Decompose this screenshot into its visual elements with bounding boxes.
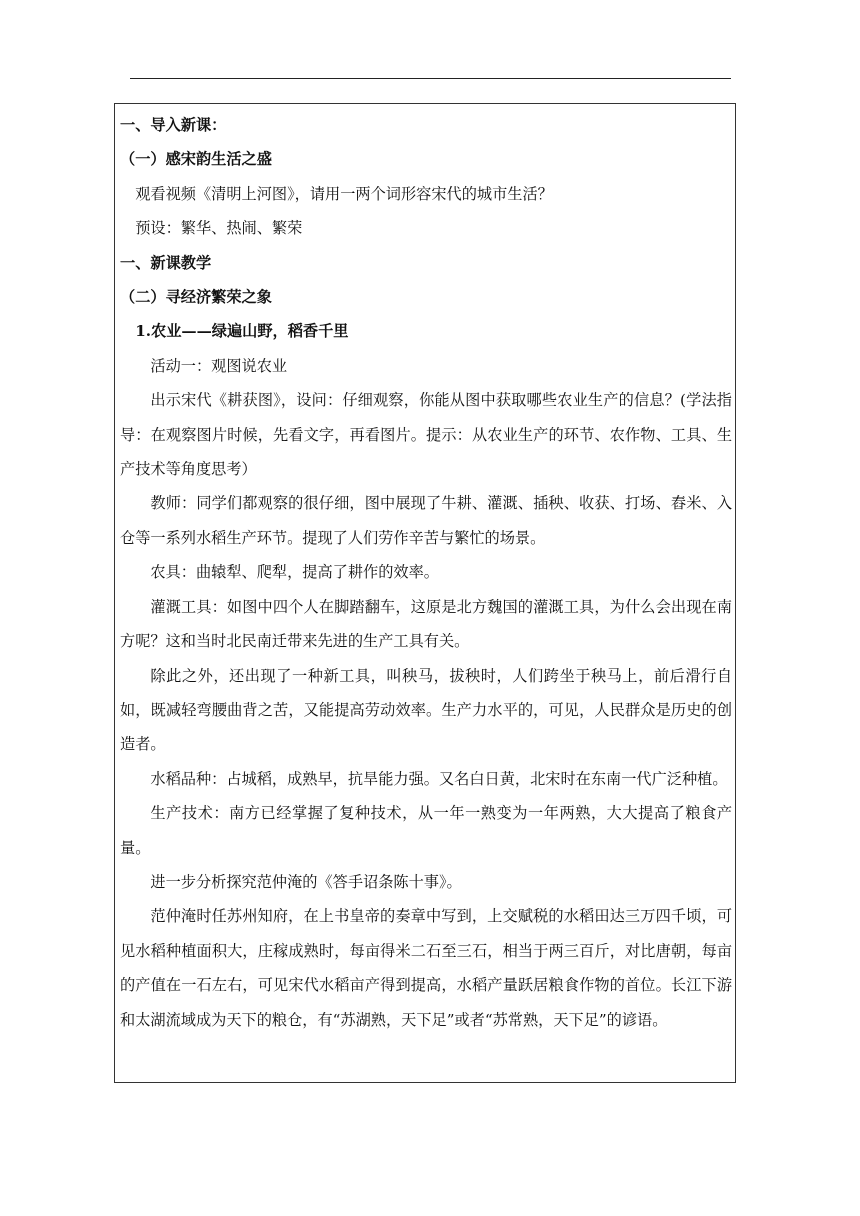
activity-one: 活动一：观图说农业 — [150, 356, 288, 375]
paragraph-show-image: 出示宋代《耕获图》，设问：仔细观察，你能从图中获取哪些农业生产的信息？(学法指导：在观察图片时候，先看文字，再看图片。提示：从农业生产的环节、农作物、工具、生产技术等角度思考） — [120, 391, 732, 479]
section-title-economy: （二）寻经济繁荣之象 — [120, 288, 272, 307]
section-title-life: （一）感宋韵生活之盛 — [120, 150, 272, 169]
heading-new-lesson: 一、新课教学 — [120, 253, 212, 272]
paragraph-fan-zhongyan: 范仲淹时任苏州知府，在上书皇帝的奏章中写到，上交赋税的水稻田达三万四千顷，可见水稻种植面积大，庄稼成熟时，每亩得米二石至三石，相当于两三百斤，对比唐朝，每亩的产值在一石左右，可见宋代水稻亩产得到提高，水稻产量跃居粮食作物的首位。长江下游和太湖流域成为天下的粮仓，有“苏湖熟，天下足”或者“苏常熟，天下足”的谚语。 — [120, 907, 732, 1029]
paragraph-technique: 生产技术：南方已经掌握了复种技术，从一年一熟变为一年两熟，大大提高了粮食产量。 — [120, 804, 732, 857]
paragraph-irrigation: 灌溉工具：如图中四个人在脚踏翻车，这原是北方魏国的灌溉工具，为什么会出现在南方呢？这和当时北民南迁带来先进的生产工具有关。 — [120, 597, 732, 651]
paragraph-further-analysis: 进一步分析探究范仲淹的《答手诏条陈十事》。 — [150, 872, 462, 891]
lesson-content — [120, 108, 732, 1037]
heading-intro: 一、导入新课： — [120, 116, 227, 134]
paragraph-rice-variety: 水稻品种：占城稻，成熟早，抗旱能力强。又名白日黄，北宋时在东南一代广泛种植。 — [150, 769, 728, 788]
paragraph-tools: 农具：曲辕犁、爬犁，提高了耕作的效率。 — [150, 563, 439, 582]
answer-paragraph: 预设：繁华、热闹、繁荣 — [135, 219, 303, 238]
paragraph-teacher: 教师：同学们都观察的很仔细，图中展现了牛耕、灌溉、插秧、收获、打场、舂米、入仓等一系列水稻生产环节。提现了人们劳作辛苦与繁忙的场景。 — [120, 494, 732, 547]
paragraph-yangma: 除此之外，还出现了一种新工具，叫秧马，拔秧时，人们跨坐于秧马上，前后滑行自如，既减轻弯腰曲背之苦，又能提高劳动效率。生产力水平的，可见，人民群众是历史的创造者。 — [120, 666, 732, 754]
question-paragraph: 观看视频《清明上河图》，请用一两个词形容宋代的城市生活？ — [135, 184, 553, 203]
header-rule — [130, 78, 731, 79]
subsection-agriculture: 1.农业——绿遍山野，稻香千里 — [135, 322, 349, 341]
